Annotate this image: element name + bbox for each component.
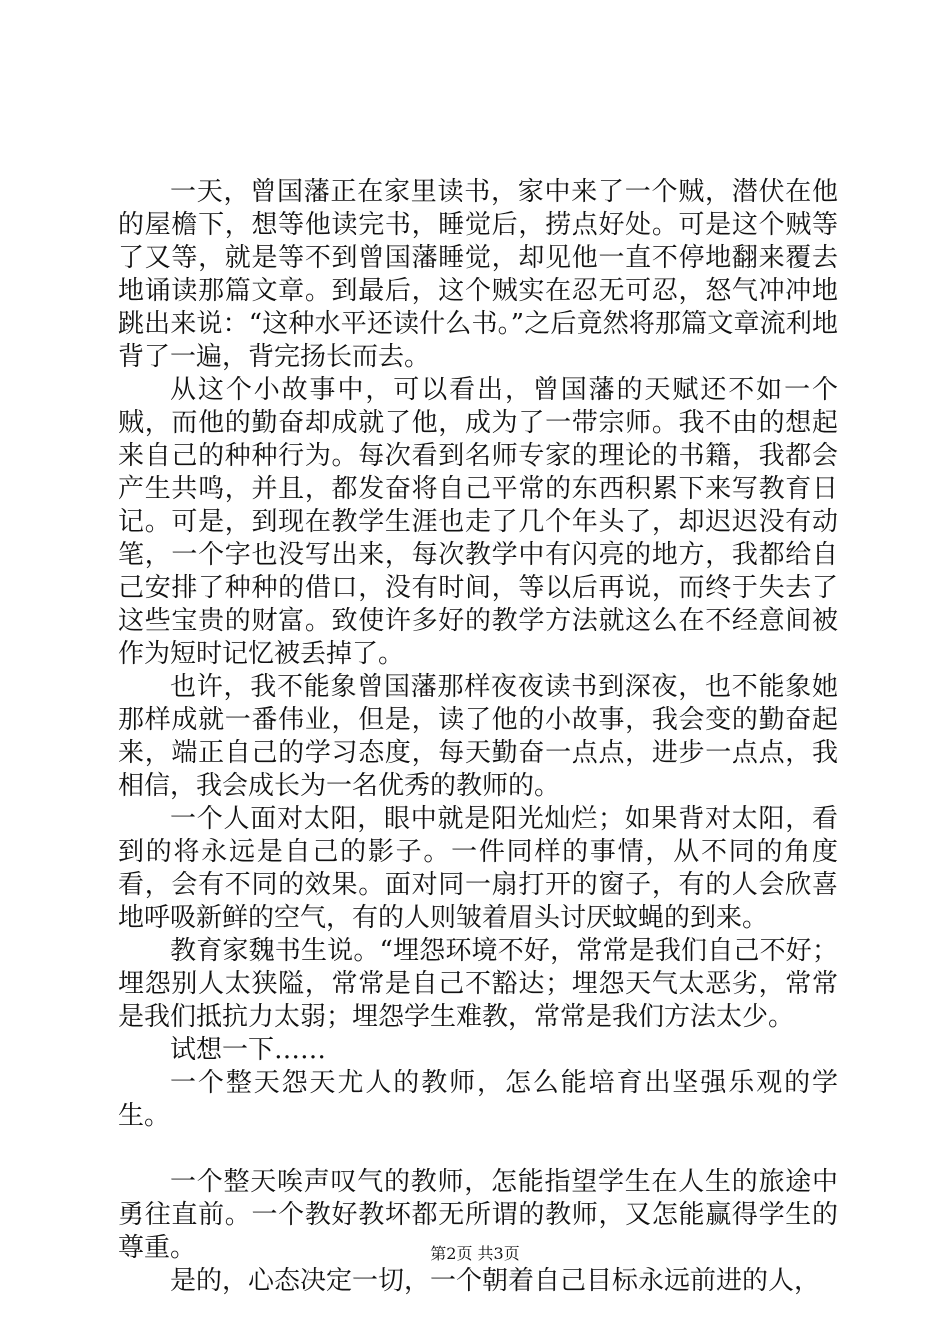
paragraph-wei-shusheng-quote: 教育家魏书生说。“埋怨环境不好，常常是我们自己不好；埋怨别人太狭隘，常常是自己不豁达；埋怨天气太恶劣，常常是我们抵抗力太弱；埋怨学生难教，常常是我们方法太少。 <box>118 936 838 1032</box>
paragraph-thief-story: 一天，曾国藩正在家里读书，家中来了一个贼，潜伏在他的屋檐下，想等他读完书，睡觉后，捞点好处。可是这个贼等了又等，就是等不到曾国藩睡觉，却见他一直不停地翻来覆去地诵读那篇文章。到最后，这个贼实在忍无可忍，怒气冲冲地跳出来说：“这种水平还读什么书。”之后竟然将那篇文章流利地背了一遍，背完扬长而去。 <box>118 177 838 372</box>
document-body <box>118 176 838 1298</box>
paragraph-imagine: 试想一下…… <box>170 1035 327 1065</box>
paragraph-sighing-teacher: 一个整天唉声叹气的教师，怎能指望学生在人生的旅途中勇往直前。一个教好教坏都无所谓的教师，又怎能赢得学生的尊重。 <box>118 1167 838 1263</box>
paragraph-complaining-teacher: 一个整天怨天尤人的教师，怎么能培育出坚强乐观的学生。 <box>118 1068 838 1131</box>
paragraph-resolution: 也许，我不能象曾国藩那样夜夜读书到深夜，也不能象她那样成就一番伟业，但是，读了他的小故事，我会变的勤奋起来，端正自己的学习态度，每天勤奋一点点，进步一点点，我相信，我会成长为一名优秀的教师的。 <box>118 672 838 801</box>
paragraph-attitude: 是的，心态决定一切，一个朝着自己目标永远前进的人， <box>170 1266 821 1296</box>
paragraph-facing-sun: 一个人面对太阳，眼中就是阳光灿烂；如果背对太阳，看到的将永远是自己的影子。一件同样的事情，从不同的角度看，会有不同的效果。面对同一扇打开的窗子，有的人会欣喜地呼吸新鲜的空气，有的人则皱着眉头讨厌蚊蝇的到来。 <box>118 804 838 933</box>
paragraph-reflection: 从这个小故事中，可以看出，曾国藩的天赋还不如一个贼，而他的勤奋却成就了他，成为了一带宗师。我不由的想起来自己的种种行为。每次看到名师专家的理论的书籍，我都会产生共鸣，并且，都发奋将自己平常的东西积累下来写教育日记。可是，到现在教学生涯也走了几个年头了，却迟迟没有动笔，一个字也没写出来，每次教学中有闪亮的地方，我都给自己安排了种种的借口，没有时间，等以后再说，而终于失去了这些宝贵的财富。致使许多好的教学方法就这么在不经意间被作为短时记忆被丢掉了。 <box>118 375 838 669</box>
page-number-footer: 第2页 共3页 <box>430 1244 520 1263</box>
